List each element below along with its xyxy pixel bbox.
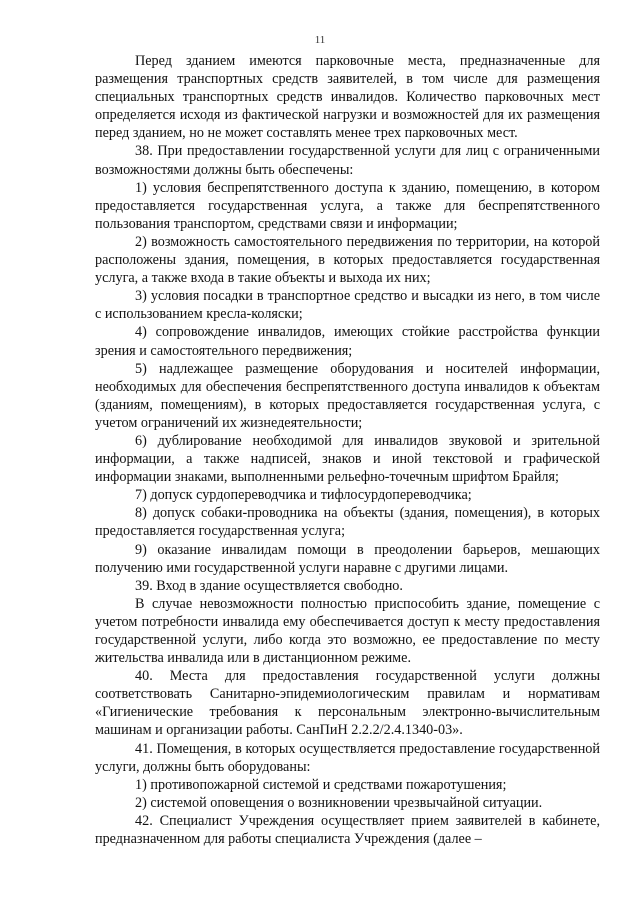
paragraph: 7) допуск сурдопереводчика и тифлосурдопереводчика; xyxy=(135,487,472,504)
paragraph: 1) противопожарной системой и средствами пожаротушения; xyxy=(135,776,507,793)
paragraph: Перед зданием имеются парковочные места, предназначенные для размещения транспортных средств заявителей, в том числе для размещения специальных транспортных средств инвалидов. Количество парковочных мест определяется исходя из фактической нагрузки и возможностей для их размещения перед зданием, но не может составлять менее трех парковочных мест. xyxy=(95,53,600,142)
page-number: 11 xyxy=(314,34,326,46)
paragraph: 6) дублирование необходимой для инвалидов звуковой и зрительной информации, а также надписей, знаков и иной текстовой и графической информации знаками, выполненными рельефно-точечным шрифтом Брайля; xyxy=(95,432,600,486)
paragraph: 38. При предоставлении государственной услуги для лиц с ограниченными возможностями должны быть обеспечены: xyxy=(95,143,600,178)
paragraph: 2) системой оповещения о возникновении чрезвычайной ситуации. xyxy=(135,794,543,811)
paragraph: 42. Специалист Учреждения осуществляет прием заявителей в кабинете, предназначенном для работы специалиста Учреждения (далее – xyxy=(95,812,600,848)
paragraph: 41. Помещения, в которых осуществляется предоставление государственной услуги, должны быть оборудованы: xyxy=(95,740,600,775)
paragraph: 1) условия беспрепятственного доступа к зданию, помещению, в котором предоставляется государственная услуга, а также для беспрепятственного пользования транспортом, средствами связи и информации; xyxy=(95,179,600,232)
paragraph: 40. Места для предоставления государственной услуги должны соответствовать Санитарно-эпидемиологическим правилам и нормативам «Гигиенические требования к персональным электронно-вычислительным машинам и организации работы. СанПиН 2.2.2/2.4.1340-03». xyxy=(95,668,600,739)
document-body xyxy=(95,52,600,848)
paragraph: В случае невозможности полностью приспособить здание, помещение с учетом потребности инвалида ему обеспечивается доступ к месту предоставления государственной услуги, либо когда это возможно, ее предоставление по месту жительства инвалида или в дистанционном режиме. xyxy=(95,595,600,667)
paragraph: 3) условия посадки в транспортное средство и высадки из него, в том числе с использованием кресла-коляски; xyxy=(95,288,600,323)
paragraph: 9) оказание инвалидам помощи в преодолении барьеров, мешающих получению ими государственной услуги наравне с другими лицами. xyxy=(95,541,600,576)
paragraph: 2) возможность самостоятельного передвижения по территории, на которой расположены здания, помещения, в которых предоставляется государственная услуга, а также входа в такие объекты и выхода их них; xyxy=(95,233,600,287)
paragraph: 39. Вход в здание осуществляется свободно. xyxy=(135,577,403,594)
paragraph: 5) надлежащее размещение оборудования и носителей информации, необходимых для обеспечения беспрепятственного доступа инвалидов к объектам (зданиям, помещениям), в которых предоставляется государственная услуга, с учетом ограничений их жизнедеятельности; xyxy=(95,360,600,431)
paragraph: 4) сопровождение инвалидов, имеющих стойкие расстройства функции зрения и самостоятельного передвижения; xyxy=(95,324,600,359)
paragraph: 8) допуск собаки-проводника на объекты (здания, помещения), в которых предоставляется государственная услуга; xyxy=(95,505,600,540)
